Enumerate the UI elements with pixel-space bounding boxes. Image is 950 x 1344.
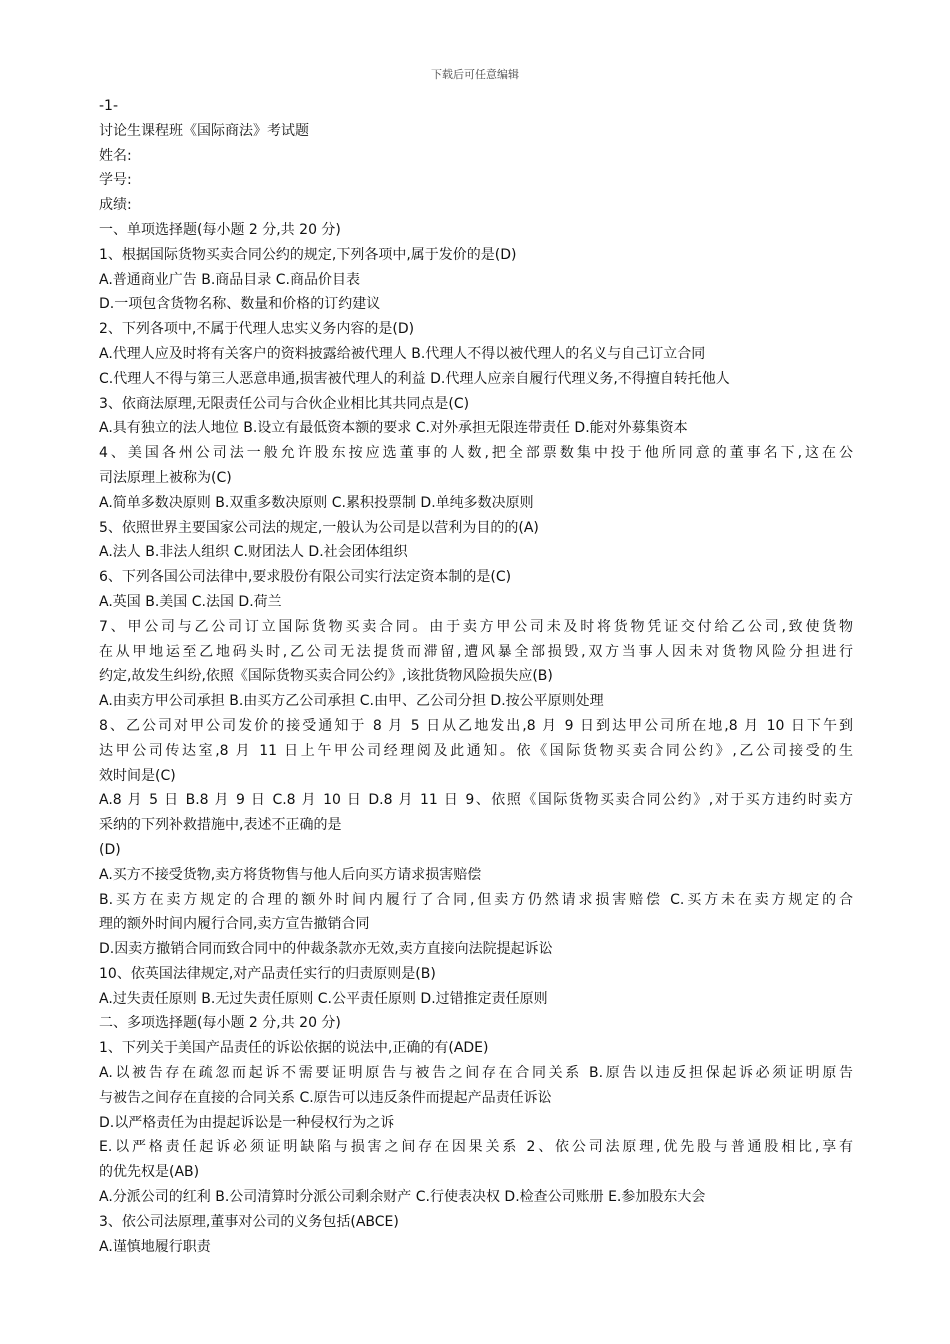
text-line: 约定,故发生纠纷,依照《国际货物买卖合同公约》,该批货物风险损失应(B) — [99, 668, 553, 685]
text-line: A.法人 B.非法人组织 C.财团法人 D.社会团体组织 — [99, 544, 408, 561]
text-line: A.以被告存在疏忽而起诉不需要证明原告与被告之间存在合同关系 B.原告以违反担保起诉必须证明原告 — [99, 1065, 853, 1082]
text-line: -1- — [99, 98, 119, 114]
text-line: (D) — [99, 841, 121, 858]
text-line: 成绩: — [99, 197, 132, 214]
text-line: B.买方在卖方规定的合理的额外时间内履行了合同,但卖方仍然请求损害赔偿 C.买方未在卖方规定的合 — [99, 891, 853, 908]
text-line: 10、依英国法律规定,对产品责任实行的归责原则是(B) — [99, 965, 436, 982]
text-line: A.简单多数决原则 B.双重多数决原则 C.累积投票制 D.单纯多数决原则 — [99, 494, 534, 511]
text-line: A.8 月 5 日 B.8 月 9 日 C.8 月 10 日 D.8 月 11 日 9、依照《国际货物买卖合同公约》,对于买方违约时卖方 — [99, 792, 853, 809]
text-line: 效时间是(C) — [99, 767, 176, 784]
text-line: A.英国 B.美国 C.法国 D.荷兰 — [99, 593, 282, 610]
text-line: A.分派公司的红利 B.公司清算时分派公司剩余财产 C.行使表决权 D.检查公司账册 E.参加股东大会 — [99, 1189, 706, 1206]
text-line: D.一项包含货物名称、数量和价格的订约建议 — [99, 296, 381, 313]
text-line: D.以严格责任为由提起诉讼是一种侵权行为之诉 — [99, 1114, 395, 1131]
text-line: 司法原理上被称为(C) — [99, 469, 232, 486]
text-line: 5、依照世界主要国家公司法的规定,一般认为公司是以营利为目的的(A) — [99, 519, 539, 536]
text-line: A.具有独立的法人地位 B.设立有最低资本额的要求 C.对外承担无限连带责任 D.能对外募集资本 — [99, 420, 688, 437]
text-line: 采纳的下列补救措施中,表述不正确的是 — [99, 817, 342, 834]
text-line: 3、依公司法原理,董事对公司的义务包括(ABCE) — [99, 1213, 399, 1230]
text-line: 姓名: — [99, 147, 132, 164]
text-line: 6、下列各国公司法律中,要求股份有限公司实行法定资本制的是(C) — [99, 569, 512, 586]
text-line: 1、根据国际货物买卖合同公约的规定,下列各项中,属于发价的是(D) — [99, 246, 517, 263]
page-header-note: 下载后可任意编辑 — [431, 68, 519, 81]
text-line: 1、下列关于美国产品责任的诉讼依据的说法中,正确的有(ADE) — [99, 1040, 489, 1057]
text-line: E.以严格责任起诉必须证明缺陷与损害之间存在因果关系 2、依公司法原理,优先股与普通股相比,享有 — [99, 1139, 853, 1156]
text-line: 2、下列各项中,不属于代理人忠实义务内容的是(D) — [99, 321, 415, 338]
text-line: 达甲公司传达室,8 月 11 日上午甲公司经理阅及此通知。依《国际货物买卖合同公约》,乙公司接受的生 — [99, 742, 853, 759]
text-line: A.买方不接受货物,卖方将货物售与他人后向买方请求损害赔偿 — [99, 866, 482, 883]
text-line: 与被告之间存在直接的合同关系 C.原告可以违反条件而提起产品责任诉讼 — [99, 1089, 552, 1106]
text-line: 的优先权是(AB) — [99, 1164, 200, 1181]
text-line: 讨论生课程班《国际商法》考试题 — [99, 122, 309, 139]
text-line: 一、单项选择题(每小题 2 分,共 20 分) — [99, 221, 341, 238]
text-line: A.由卖方甲公司承担 B.由买方乙公司承担 C.由甲、乙公司分担 D.按公平原则处理 — [99, 693, 604, 710]
text-line: D.因卖方撤销合同而致合同中的仲裁条款亦无效,卖方直接向法院提起诉讼 — [99, 941, 553, 958]
text-line: 7、甲公司与乙公司订立国际货物买卖合同。由于卖方甲公司未及时将货物凭证交付给乙公司,致使货物 — [99, 618, 853, 635]
document-body — [99, 94, 853, 1259]
text-line: 学号: — [99, 172, 132, 189]
text-line: A.过失责任原则 B.无过失责任原则 C.公平责任原则 D.过错推定责任原则 — [99, 990, 548, 1007]
text-line: 4、美国各州公司法一般允许股东按应选董事的人数,把全部票数集中投于他所同意的董事名下,这在公 — [99, 445, 853, 462]
text-line: 8、乙公司对甲公司发价的接受通知于 8 月 5 日从乙地发出,8 月 9 日到达甲公司所在地,8 月 10 日下午到 — [99, 717, 853, 734]
text-line: 理的额外时间内履行合同,卖方宣告撤销合同 — [99, 916, 370, 933]
text-line: 3、依商法原理,无限责任公司与合伙企业相比其共同点是(C) — [99, 395, 470, 412]
text-line: 二、多项选择题(每小题 2 分,共 20 分) — [99, 1015, 341, 1032]
text-line: A.谨慎地履行职责 — [99, 1238, 211, 1255]
text-line: A.代理人应及时将有关客户的资料披露给被代理人 B.代理人不得以被代理人的名义与自己订立合同 — [99, 345, 706, 362]
text-line: 在从甲地运至乙地码头时,乙公司无法提货而滞留,遭风暴全部损毁,双方当事人因未对货物风险分担进行 — [99, 643, 853, 660]
text-line: A.普通商业广告 B.商品目录 C.商品价目表 — [99, 271, 360, 288]
text-line: C.代理人不得与第三人恶意串通,损害被代理人的利益 D.代理人应亲自履行代理义务,不得擅自转托他人 — [99, 370, 730, 387]
